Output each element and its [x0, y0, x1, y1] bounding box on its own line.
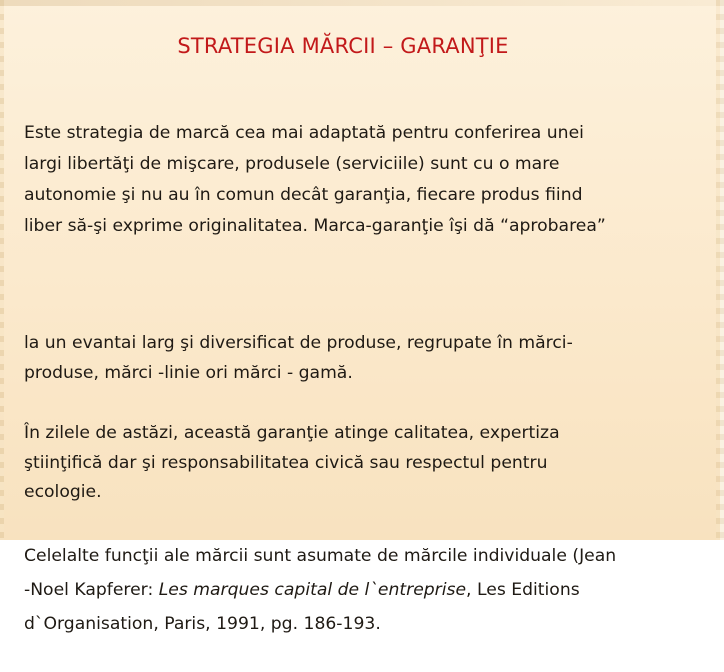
right-border-decoration [716, 0, 724, 540]
paragraph-4 [24, 539, 708, 641]
slide-title [0, 34, 720, 58]
top-border-decoration [0, 0, 720, 6]
paragraph-2: la un evantai larg şi diversificat de produse, regrupate în mărci- produse, mărci -linie ori mărci - gamă. [24, 333, 573, 383]
slide-body [24, 87, 708, 672]
left-border-decoration [0, 0, 4, 540]
paragraph-4-start: Celelalte funcţii ale mărcii sunt asumate de mărcile individuale (Jean -Noel Kapferer: [24, 545, 617, 600]
paragraph-3: În zilele de astăzi, această garanţie atinge calitatea, expertiza ştiinţifică dar şi responsabilitatea civică sau respectul pentru ecologie. [24, 423, 560, 502]
paragraph-spacer [24, 273, 708, 298]
cited-book-title: Les marques capital de l`entreprise [158, 579, 467, 600]
paragraph-4-end: , Les Editions d`Organisation, Paris, 1991, pg. 186-193. [24, 579, 580, 634]
slide-title-text: STRATEGIA MĂRCII – GARANŢIE [177, 34, 509, 58]
paragraph-1: Este strategia de marcă cea mai adaptată pentru conferirea unei largi libertăţi de mişcare, produsele (serviciile) sunt cu o mare autonomie şi nu au în comun decât garanţia, fiecare produs fiind liber să-şi exprime originalitatea. Marca-garanţie îşi dă “aprobarea” [24, 123, 606, 236]
